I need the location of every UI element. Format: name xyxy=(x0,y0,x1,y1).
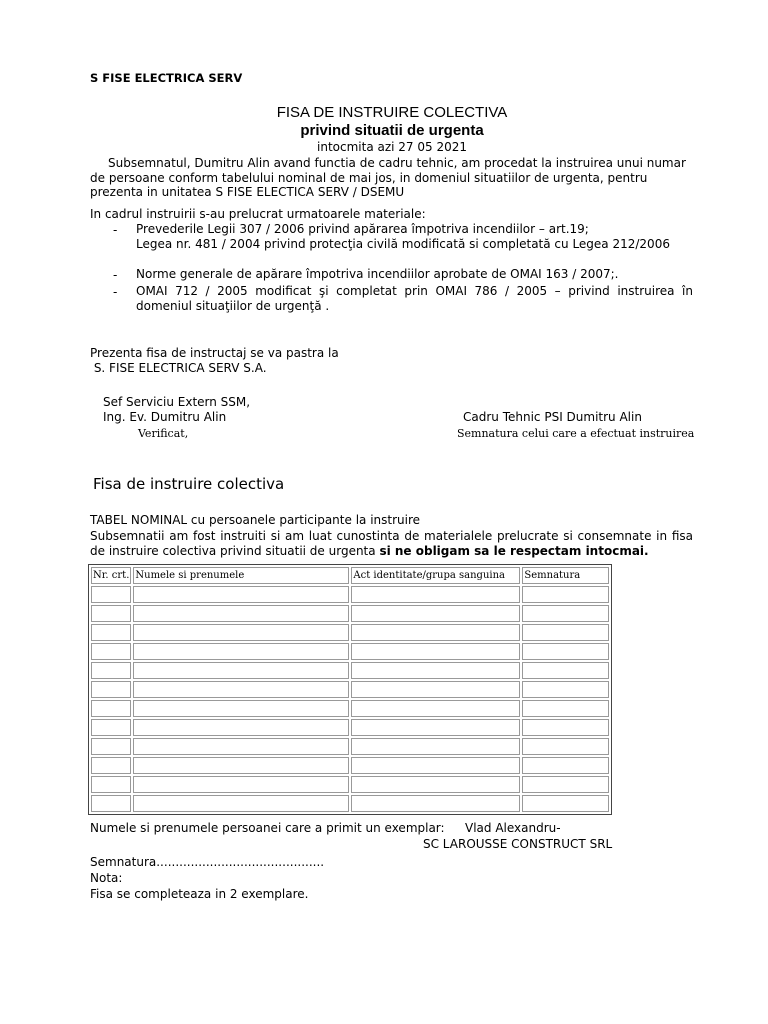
participants-statement xyxy=(90,529,693,558)
cell-nr xyxy=(91,738,131,755)
table-row xyxy=(91,605,609,622)
left-signer-role: Sef Serviciu Extern SSM, xyxy=(103,395,251,409)
company-name: S FISE ELECTRICA SERV xyxy=(90,71,243,85)
statement-bold: si ne obligam sa le respectam intocmai. xyxy=(379,543,649,558)
signature-line: Semnatura............................................ xyxy=(90,855,325,869)
cell-nr xyxy=(91,624,131,641)
cell-signature xyxy=(522,776,609,793)
cell-signature xyxy=(522,700,609,717)
document-date: intocmita azi 27 05 2021 xyxy=(317,140,467,154)
copy-recipient-name: Vlad Alexandru- xyxy=(465,821,561,835)
cell-nr xyxy=(91,719,131,736)
cell-nr xyxy=(91,662,131,679)
cell-signature xyxy=(522,738,609,755)
cell-name xyxy=(133,624,349,641)
list-bullet: - xyxy=(113,268,118,282)
cell-name xyxy=(133,795,349,812)
cell-signature xyxy=(522,624,609,641)
left-signer-name: Ing. Ev. Dumitru Alin xyxy=(103,410,227,424)
cell-nr xyxy=(91,586,131,603)
cell-id xyxy=(351,738,520,755)
intro-paragraph: Subsemnatul, Dumitru Alin avand functia de cadru tehnic, am procedat la instruirea unui numar de persoane conform tabelului nominal de mai jos, in domeniul situatiilor de urgenta, pentru prezenta in unitatea S FISE ELECTICA SERV / DSEMU xyxy=(90,156,686,199)
right-signer-note: Semnatura celui care a efectuat instruirea xyxy=(457,427,695,440)
cell-nr xyxy=(91,795,131,812)
list-item-norms: Norme generale de apărare împotriva incendiilor aprobate de OMAI 163 / 2007;. xyxy=(136,267,619,281)
cell-name xyxy=(133,700,349,717)
table-row xyxy=(91,681,609,698)
cell-id xyxy=(351,776,520,793)
cell-id xyxy=(351,662,520,679)
cell-signature xyxy=(522,643,609,660)
list-item-omai: OMAI 712 / 2005 modificat şi completat prin OMAI 786 / 2005 – privind instruirea în domeniul situaţiilor de urgenţă . xyxy=(136,284,693,313)
materials-intro: In cadrul instruirii s-au prelucrat urmatoarele materiale: xyxy=(90,207,426,221)
table-row xyxy=(91,700,609,717)
cell-name xyxy=(133,586,349,603)
cell-signature xyxy=(522,757,609,774)
list-bullet: - xyxy=(113,223,118,237)
cell-nr xyxy=(91,643,131,660)
cell-id xyxy=(351,795,520,812)
cell-name xyxy=(133,643,349,660)
header-id: Act identitate/grupa sanguina xyxy=(351,567,520,584)
cell-id xyxy=(351,719,520,736)
storage-company: S. FISE ELECTRICA SERV S.A. xyxy=(90,361,267,375)
statement-text: Subsemnatii am fost instruiti si am luat cunostinta de materialele prelucrate si consemnate in fisa de instruire colectiva privind situatii de urgenta xyxy=(90,529,693,558)
cell-name xyxy=(133,605,349,622)
cell-signature xyxy=(522,795,609,812)
document-subtitle: privind situatii de urgenta xyxy=(300,122,484,139)
copy-label: Numele si prenumele persoanei care a primit un exemplar: xyxy=(90,821,445,835)
left-signer-note: Verificat, xyxy=(138,427,189,440)
cell-name xyxy=(133,738,349,755)
cell-id xyxy=(351,700,520,717)
cell-id xyxy=(351,681,520,698)
section-title: Fisa de instruire colectiva xyxy=(93,475,285,493)
cell-name xyxy=(133,757,349,774)
table-row xyxy=(91,662,609,679)
table-row xyxy=(91,738,609,755)
note-label: Nota: xyxy=(90,871,123,885)
table-caption: TABEL NOMINAL cu persoanele participante la instruire xyxy=(90,513,421,527)
cell-signature xyxy=(522,586,609,603)
header-signature: Semnatura xyxy=(522,567,609,584)
cell-nr xyxy=(91,605,131,622)
cell-signature xyxy=(522,681,609,698)
list-bullet: - xyxy=(113,285,118,299)
header-name: Numele si prenumele xyxy=(133,567,349,584)
cell-nr xyxy=(91,757,131,774)
cell-name xyxy=(133,719,349,736)
cell-id xyxy=(351,757,520,774)
right-signer-name: Cadru Tehnic PSI Dumitru Alin xyxy=(463,410,642,424)
document-title: FISA DE INSTRUIRE COLECTIVA xyxy=(276,104,508,121)
table-row xyxy=(91,795,609,812)
cell-id xyxy=(351,624,520,641)
storage-line: Prezenta fisa de instructaj se va pastra la xyxy=(90,346,339,360)
list-item-laws: Prevederile Legii 307 / 2006 privind apărarea împotriva incendiilor – art.19; Legea nr. 481 / 2004 privind protecţia civilă modificată si completată cu Legea 212/2006 xyxy=(136,222,670,251)
header-nr: Nr. crt. xyxy=(91,567,131,584)
table-row xyxy=(91,757,609,774)
cell-id xyxy=(351,586,520,603)
cell-nr xyxy=(91,776,131,793)
cell-id xyxy=(351,643,520,660)
cell-signature xyxy=(522,662,609,679)
cell-id xyxy=(351,605,520,622)
table-row xyxy=(91,586,609,603)
cell-signature xyxy=(522,719,609,736)
table-row xyxy=(91,643,609,660)
cell-nr xyxy=(91,700,131,717)
cell-name xyxy=(133,776,349,793)
table-header-row xyxy=(91,567,609,584)
table-row xyxy=(91,719,609,736)
note-text: Fisa se completeaza in 2 exemplare. xyxy=(90,887,309,901)
cell-nr xyxy=(91,681,131,698)
table-row xyxy=(91,624,609,641)
cell-signature xyxy=(522,605,609,622)
cell-name xyxy=(133,662,349,679)
participants-table xyxy=(88,564,612,815)
copy-recipient-company: SC LAROUSSE CONSTRUCT SRL xyxy=(423,837,613,851)
cell-name xyxy=(133,681,349,698)
table-row xyxy=(91,776,609,793)
